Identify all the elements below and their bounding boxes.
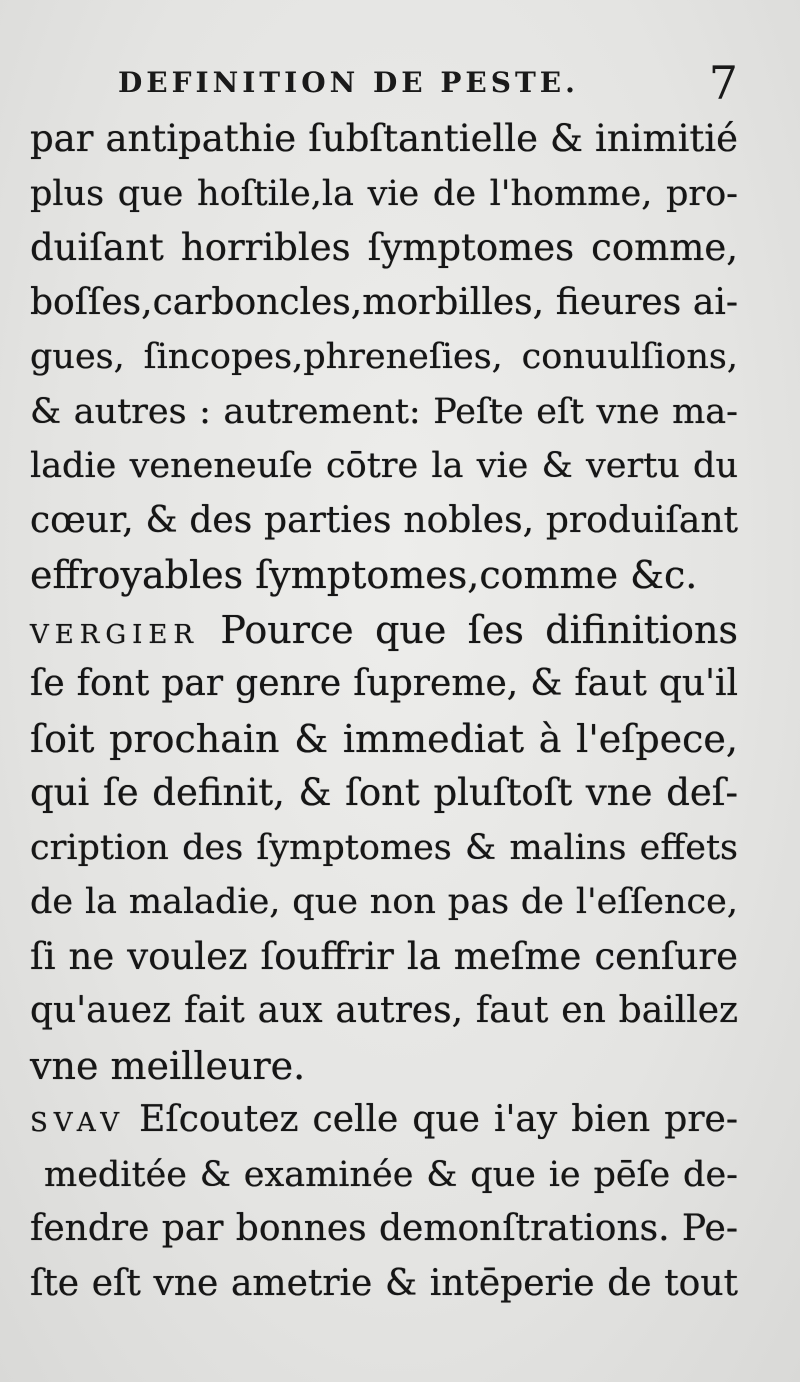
text-line: ſi ne voulez ſouffrir la meſme cenſure [30, 934, 738, 978]
text-line: ſte eſt vne ametrie & intēperie de tout [30, 1262, 738, 1304]
text-line: gues, ſincopes,phreneſies, conuulſions, [30, 337, 738, 377]
text-line: ladie veneneuſe cōtre la vie & vertu du [30, 446, 738, 486]
text-line: cœur, & des parties nobles, produiſant [30, 499, 738, 541]
text-line: qui ſe definit, & ſont pluſtoſt vne deſ- [30, 771, 738, 814]
text-line: plus que hoſtile,la vie de l'homme, pro- [30, 173, 738, 214]
text-line: fendre par bonnes demonſtrations. Pe- [30, 1208, 738, 1249]
text-line: boſſes,carboncles,morbilles, fieures ai- [30, 281, 738, 323]
text-line: & autres : autrement: Peſte eſt vne ma- [30, 391, 738, 432]
speaker-line [30, 1093, 738, 1148]
speaker-name: VERGIER [30, 619, 199, 650]
text-line: de la maladie, que non pas de l'eſſence, [30, 882, 738, 922]
text-line: Pource que ſes difinitions [198, 607, 738, 652]
text-line: vne meilleure. [30, 1043, 306, 1088]
text-line: duiſant horribles ſymptomes comme, [30, 226, 738, 269]
text-line: Eſcoutez celle que i'ay bien pre- [125, 1099, 738, 1140]
text-line: ſe font par genre ſupreme, & faut qu'il [30, 663, 738, 704]
text-line: cription des ſymptomes & malins effets [30, 827, 738, 868]
speaker-name: SVAV [30, 1108, 126, 1138]
page-number: 7 [708, 56, 738, 110]
text-line: effroyables ſymptomes,comme &c. [30, 553, 698, 597]
body-text [30, 112, 738, 1311]
text-line: meditée & examinée & que ie pēſe de- [44, 1154, 738, 1195]
speaker-line [30, 603, 738, 658]
page-header [118, 56, 738, 112]
text-line: ſoit prochain & immediat à l'eſpece, [30, 716, 738, 761]
text-line: par antipathie ſubſtantielle & inimitié [30, 117, 738, 160]
text-line: qu'auez fait aux autres, faut en baillez [30, 990, 738, 1031]
running-title: DEFINITION DE PESTE. [118, 66, 579, 99]
